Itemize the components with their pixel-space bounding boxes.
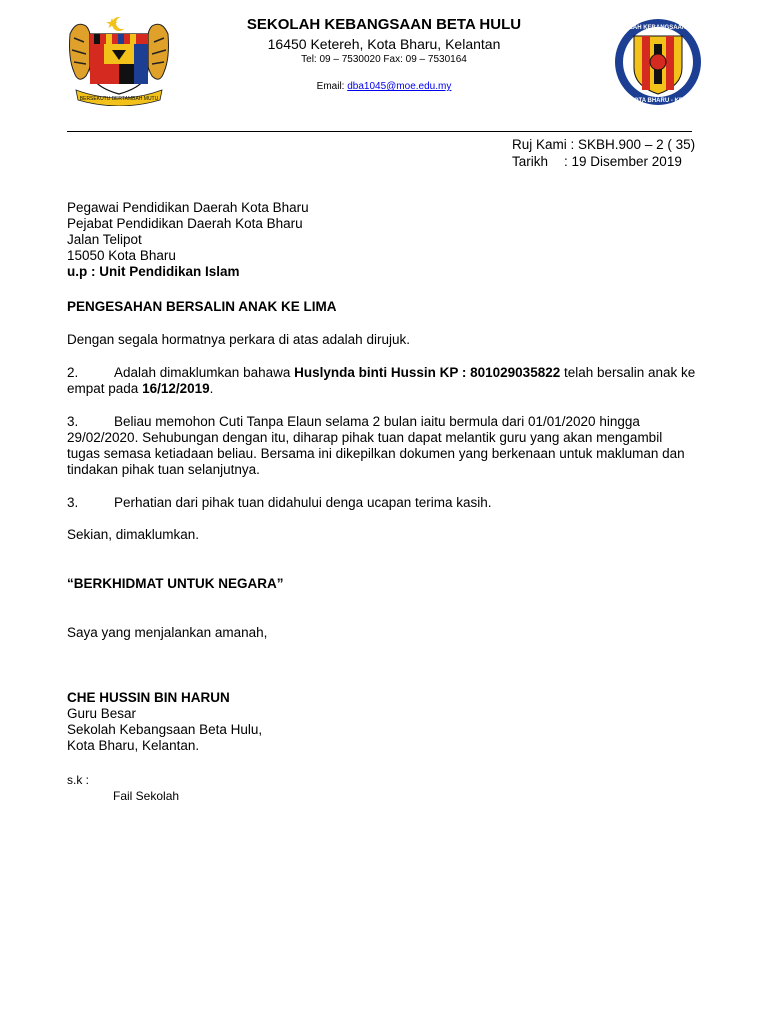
letter-subject: PENGESAHAN BERSALIN ANAK KE LIMA — [67, 299, 337, 314]
paragraph-text: Adalah dimaklumkan bahawa — [114, 365, 295, 380]
header-divider — [67, 131, 692, 132]
closing-line: Sekian, dimaklumkan. — [67, 527, 200, 542]
signer-school: Sekolah Kebangsaan Beta Hulu, — [67, 722, 263, 737]
signer-name: CHE HUSSIN BIN HARUN — [67, 690, 230, 705]
svg-text:SEKOLAH KEBANGSAAN BETA: SEKOLAH KEBANGSAAN BETA — [612, 25, 704, 31]
paragraph-number: 2. — [67, 365, 79, 380]
recipient-line: Pegawai Pendidikan Daerah Kota Bharu — [67, 200, 309, 215]
signer-place: Kota Bharu, Kelantan. — [67, 738, 200, 753]
paragraph-number: 3. — [67, 414, 79, 429]
school-email-line — [0, 81, 768, 92]
paragraph-3 — [67, 414, 697, 478]
school-name: SEKOLAH KEBANGSAAN BETA HULU — [246, 16, 522, 33]
paragraph-text: telah bersalin anak ke empat pada — [67, 365, 696, 396]
paragraph-number: 3. — [67, 495, 79, 510]
recipient-line: Pejabat Pendidikan Daerah Kota Bharu — [67, 216, 303, 231]
cc-label: s.k : — [67, 773, 90, 787]
school-address: 16450 Ketereh, Kota Bharu, Kelantan — [267, 36, 501, 52]
date-label: Tarikh — [512, 154, 549, 169]
motto: “BERKHIDMAT UNTUK NEGARA” — [67, 576, 284, 591]
date-sep: : — [564, 154, 572, 169]
date-value: 19 Disember 2019 — [571, 154, 682, 169]
svg-text:KOTA BHARU - KEL: KOTA BHARU - KEL — [629, 98, 687, 104]
recipient-block — [67, 200, 697, 280]
signature-block — [67, 690, 697, 754]
svg-text:BERSEKUTU BERTAMBAH MUTU: BERSEKUTU BERTAMBAH MUTU — [79, 96, 159, 102]
paragraph-text: Perhatian dari pihak tuan didahului denga ucapan terima kasih. — [114, 495, 492, 510]
paragraph-text: Beliau memohon Cuti Tanpa Elaun selama 2 bulan iaitu bermula dari 01/01/2020 hingga 29/02/2020. Sehubungan dengan itu, diharap pihak tuan dapat melantik guru yang akan mengambil tugas semasa ketiadaan beliau. Bersama ini dikepilkan dokumen yang berkenaan untuk makluman dan tindakan pihak tuan selanjutnya. — [67, 414, 685, 477]
email-link[interactable]: dba1045@moe.edu.my — [347, 81, 452, 92]
paragraph-4 — [67, 495, 697, 511]
ref-sep: : — [566, 137, 579, 152]
birth-date: 16/12/2019 — [142, 381, 210, 396]
paragraph-2 — [67, 365, 697, 397]
school-phone-fax: Tel: 09 – 7530020 Fax: 09 – 7530164 — [301, 54, 467, 65]
recipient-line: 15050 Kota Bharu — [67, 248, 176, 263]
trust-line: Saya yang menjalankan amanah, — [67, 625, 268, 640]
staff-name-ic: Huslynda binti Hussin KP : 801029035822 — [294, 365, 561, 380]
cc-item: Fail Sekolah — [113, 789, 180, 803]
attention-line: u.p : Unit Pendidikan Islam — [67, 264, 240, 279]
cc-block — [67, 772, 179, 804]
ref-value: SKBH.900 – 2 ( 35) — [578, 137, 696, 152]
paragraph-text: . — [209, 381, 214, 396]
reference-block — [512, 136, 695, 170]
recipient-line: Jalan Telipot — [67, 232, 142, 247]
email-label: Email: — [316, 81, 348, 92]
signer-title: Guru Besar — [67, 706, 137, 721]
ref-label: Ruj Kami — [512, 137, 567, 152]
paragraph-1: Dengan segala hormatnya perkara di atas adalah dirujuk. — [67, 332, 410, 347]
